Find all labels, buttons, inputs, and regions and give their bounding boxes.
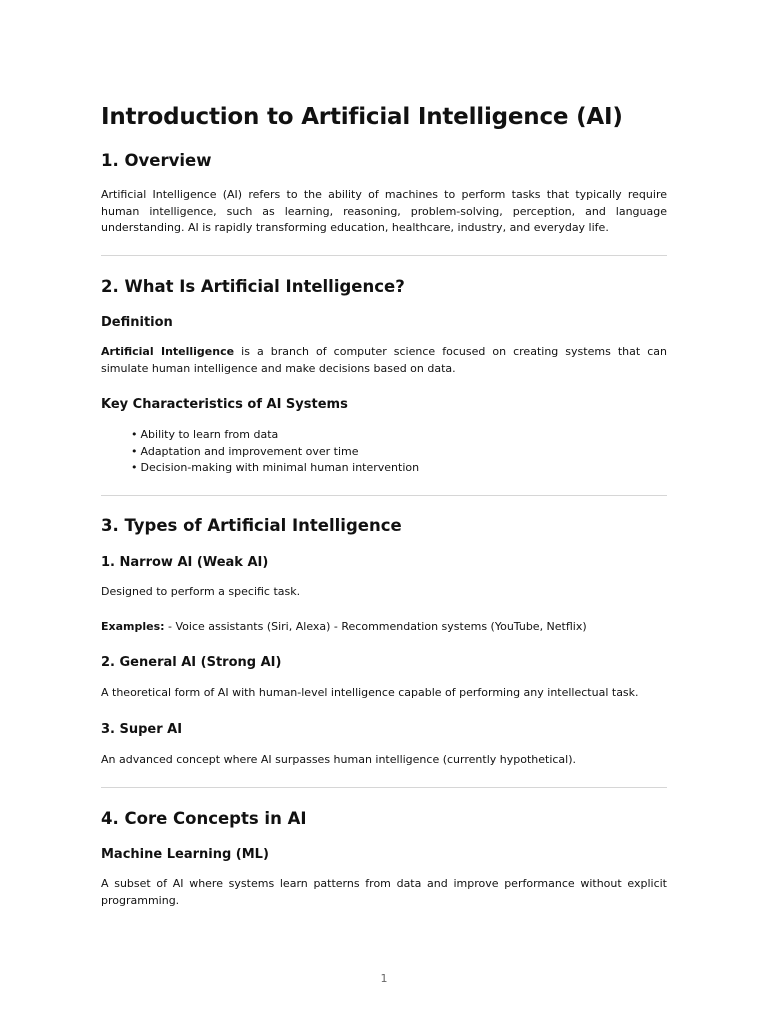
section-divider (101, 255, 667, 256)
narrow-ai-examples (101, 619, 667, 636)
definition-text: is a branch of computer science focused on creating systems that can simulate human intelligence and make decisions based on data. (101, 345, 667, 375)
concept-heading-machine-learning: Machine Learning (ML) (101, 847, 269, 862)
type-heading-super-ai: 3. Super AI (101, 722, 183, 737)
type-heading-general-ai: 2. General AI (Strong AI) (101, 655, 282, 670)
characteristics-heading: Key Characteristics of AI Systems (101, 397, 348, 412)
examples-text: - Voice assistants (Siri, Alexa) - Recommendation systems (YouTube, Netflix) (164, 620, 587, 633)
characteristics-list (131, 427, 419, 477)
examples-label: Examples: (101, 620, 165, 633)
definition-term: Artificial Intelligence (101, 345, 235, 358)
document-title: Introduction to Artificial Intelligence (AI) (101, 104, 623, 130)
narrow-ai-description: Designed to perform a specific task. (101, 585, 301, 598)
type-heading-narrow-ai: 1. Narrow AI (Weak AI) (101, 555, 269, 570)
overview-paragraph: Artificial Intelligence (AI) refers to the ability of machines to perform tasks that typically require human intelligence, such as learning, reasoning, problem-solving, perception, and language understanding. AI is rapidly transforming education, healthcare, industry, and everyday life. (101, 188, 667, 235)
bullet-icon: • (131, 461, 138, 475)
section-heading-types-of-ai: 3. Types of Artificial Intelligence (101, 516, 402, 535)
list-item: • Decision-making with minimal human intervention (131, 461, 420, 475)
definition-heading: Definition (101, 315, 173, 330)
super-ai-description: An advanced concept where AI surpasses human intelligence (currently hypothetical). (101, 753, 577, 766)
definition-paragraph (101, 344, 667, 377)
page-number: 1 (380, 972, 388, 985)
bullet-icon: • (131, 428, 138, 441)
list-item: • Ability to learn from data (131, 428, 279, 441)
section-divider (101, 787, 667, 788)
section-heading-overview: 1. Overview (101, 151, 212, 170)
machine-learning-description: A subset of AI where systems learn patterns from data and improve performance without explicit programming. (101, 877, 667, 907)
section-heading-what-is-ai: 2. What Is Artificial Intelligence? (101, 277, 405, 296)
general-ai-description: A theoretical form of AI with human-level intelligence capable of performing any intellectual task. (101, 686, 639, 699)
section-divider (101, 495, 667, 496)
section-heading-core-concepts: 4. Core Concepts in AI (101, 809, 307, 828)
list-item: • Adaptation and improvement over time (131, 444, 359, 458)
bullet-icon: • (131, 444, 138, 458)
